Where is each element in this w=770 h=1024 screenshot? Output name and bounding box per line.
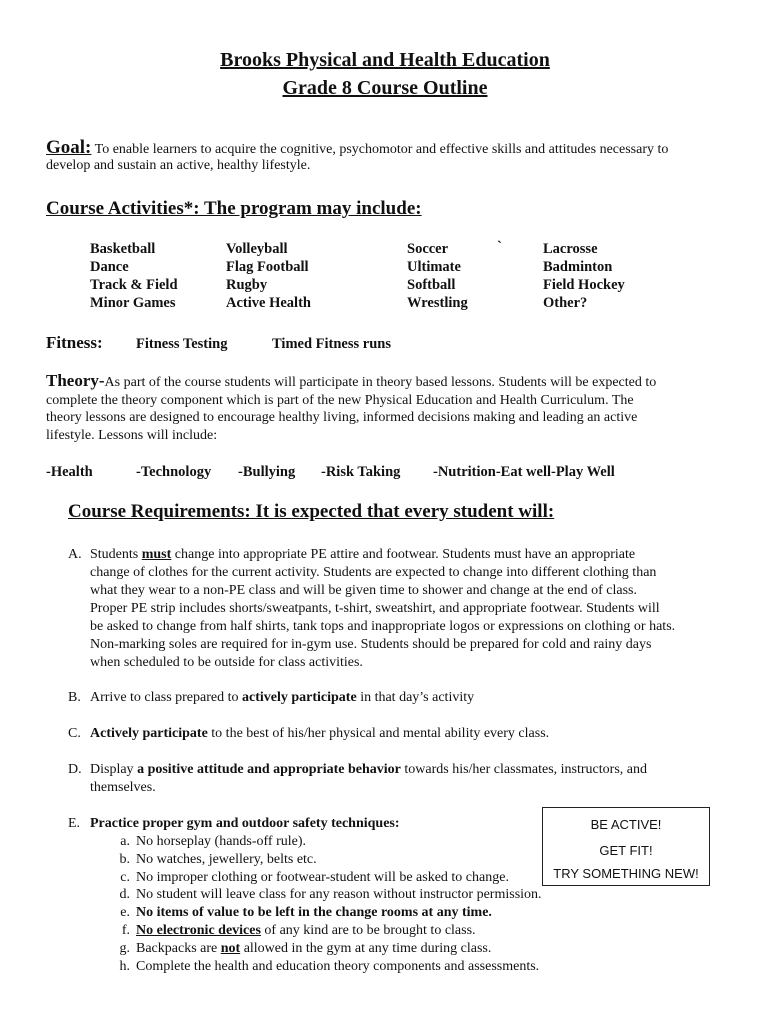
theory-topic-bullying: -Bullying: [238, 464, 296, 480]
theory-line: complete the theory component which is part of the new Physical Education and Health Curriculum. The: [46, 392, 634, 408]
requirement-b: [68, 689, 738, 707]
fitness-item-testing: Fitness Testing: [136, 336, 228, 352]
requirement-d-line2: themselves.: [90, 780, 156, 795]
goal-section: [46, 139, 736, 174]
must-emphasis: must: [141, 547, 172, 562]
list-letter: a.: [120, 834, 130, 849]
theory-topic-technology: -Technology: [136, 464, 212, 480]
fitness-item-runs: Timed Fitness runs: [272, 336, 391, 352]
requirement-c-suffix: to the best of his/her physical and mental ability every class.: [207, 726, 550, 741]
list-item: [112, 958, 632, 976]
motto-line-2: GET FIT!: [599, 843, 653, 858]
goal-text-line1: To enable learners to acquire the cognitive, psychomotor and effective skills and attitudes necessary to: [94, 142, 669, 157]
requirement-c-bold: Actively participate: [90, 726, 208, 741]
goal-label: Goal:: [46, 137, 92, 158]
requirement-a-line1-rest: change into appropriate PE attire and footwear. Students must have an appropriate: [171, 547, 636, 562]
requirement-a-line: be asked to change from half shirts, tank tops and inappropriate logos or expressions on clothing or hats.: [90, 619, 676, 634]
list-text-prefix: Backpacks are: [136, 940, 221, 956]
theory-section: [46, 372, 746, 444]
activities-column-3: [407, 240, 468, 312]
list-letter: d.: [119, 887, 130, 903]
requirement-c: [68, 725, 738, 743]
activity-item: Minor Games: [90, 295, 176, 311]
activities-column-1: [90, 240, 178, 312]
electronic-devices-emphasis: No electronic devices: [136, 922, 261, 938]
activity-item: Other?: [543, 295, 588, 311]
activity-item: Volleyball: [226, 241, 288, 257]
requirement-a-line: what they wear to a non-PE class and will be given time to shower and change at the end of class.: [90, 583, 638, 598]
activity-item: Basketball: [90, 241, 156, 257]
list-text: No items of value to be left in the change rooms at any time.: [136, 905, 492, 921]
requirement-a: [68, 546, 738, 672]
theory-topic-nutrition: -Nutrition-Eat well-Play Well: [433, 464, 615, 480]
activity-item: Flag Football: [226, 259, 309, 275]
theory-topic-health: -Health: [46, 464, 93, 480]
requirement-a-prefix: Students: [90, 547, 142, 562]
requirement-a-line: Proper PE strip includes shorts/sweatpants, t-shirt, sweatshirt, and appropriate footwear. Students will: [90, 601, 660, 616]
motto-line-1: BE ACTIVE!: [590, 817, 662, 832]
activity-item: Soccer: [407, 241, 449, 257]
requirement-d: [68, 761, 738, 797]
list-item: [112, 940, 632, 958]
requirement-a-line: Non-marking soles are required for in-gym use. Students should be prepared for cold and rainy days: [90, 637, 652, 652]
requirement-d-suffix: towards his/her classmates, instructors, and: [400, 762, 647, 777]
list-letter: e.: [120, 905, 130, 921]
activity-item: Ultimate: [407, 259, 461, 275]
document-subtitle: Grade 8 Course Outline: [282, 77, 488, 99]
requirement-letter: E.: [68, 816, 81, 831]
activities-column-2: [226, 240, 311, 312]
requirement-letter: A.: [68, 547, 82, 562]
motto-line-3: TRY SOMETHING NEW!: [553, 866, 699, 881]
list-letter: f.: [121, 922, 130, 938]
document-title: Brooks Physical and Health Education: [220, 49, 550, 71]
activity-item: Dance: [90, 259, 129, 275]
activity-item: Field Hockey: [543, 277, 625, 293]
activity-item: Badminton: [543, 259, 613, 275]
activity-item: Softball: [407, 277, 456, 293]
theory-line: As part of the course students will participate in theory based lessons. Students will be expected to: [104, 375, 657, 390]
list-letter: g.: [119, 940, 130, 956]
activity-item: Track & Field: [90, 277, 178, 293]
requirement-a-line: when scheduled to be outside for class activities.: [90, 655, 363, 670]
activity-item: Wrestling: [407, 295, 468, 311]
requirements-heading: Course Requirements: It is expected that every student will:: [68, 501, 555, 522]
activities-heading: Course Activities*: The program may include:: [46, 198, 422, 219]
requirement-b-suffix: in that day’s activity: [356, 690, 475, 705]
list-text: Complete the health and education theory components and assessments.: [136, 958, 540, 974]
requirement-d-prefix: Display: [90, 762, 138, 777]
activity-item: Lacrosse: [543, 241, 598, 257]
list-letter: c.: [120, 869, 130, 885]
list-text: No watches, jewellery, belts etc.: [136, 851, 317, 867]
activities-column-4: [543, 240, 625, 312]
list-item: [112, 886, 632, 904]
requirement-d-bold: a positive attitude and appropriate behavior: [137, 762, 401, 777]
requirement-letter: D.: [68, 762, 82, 777]
requirement-b-prefix: Arrive to class prepared to: [90, 690, 242, 705]
theory-line: theory lessons are designed to encourage healthy living, informed decisions making and leading an active: [46, 410, 638, 425]
theory-line: lifestyle. Lessons will include:: [46, 427, 218, 443]
requirement-b-bold: actively participate: [242, 690, 357, 705]
not-emphasis: not: [220, 940, 241, 956]
theory-topic-risk-taking: -Risk Taking: [321, 464, 401, 480]
list-text: of any kind are to be brought to class.: [260, 922, 476, 938]
requirement-letter: B.: [68, 690, 81, 705]
list-text: No student will leave class for any reason without instructor permission.: [136, 887, 542, 903]
activity-item: Rugby: [226, 277, 268, 293]
requirement-a-line: change of clothes for the current activity. Students are expected to change into different clothing than: [90, 565, 657, 580]
activity-item: Active Health: [226, 295, 311, 311]
list-letter: h.: [119, 958, 130, 974]
list-text: No horseplay (hands-off rule).: [136, 834, 307, 849]
stray-tick-mark: `: [497, 239, 502, 255]
list-text: No improper clothing or footwear-student will be asked to change.: [136, 869, 509, 885]
requirement-e-heading: Practice proper gym and outdoor safety techniques:: [90, 816, 400, 831]
list-item: [112, 922, 632, 940]
theory-label: Theory-: [46, 371, 105, 390]
list-text-suffix: allowed in the gym at any time during class.: [240, 940, 492, 956]
fitness-label: Fitness:: [46, 333, 103, 352]
list-item: [112, 904, 632, 922]
requirement-letter: C.: [68, 726, 81, 741]
list-letter: b.: [119, 851, 130, 867]
goal-text-line2: develop and sustain an active, healthy lifestyle.: [46, 157, 311, 173]
motto-box: [542, 807, 710, 886]
